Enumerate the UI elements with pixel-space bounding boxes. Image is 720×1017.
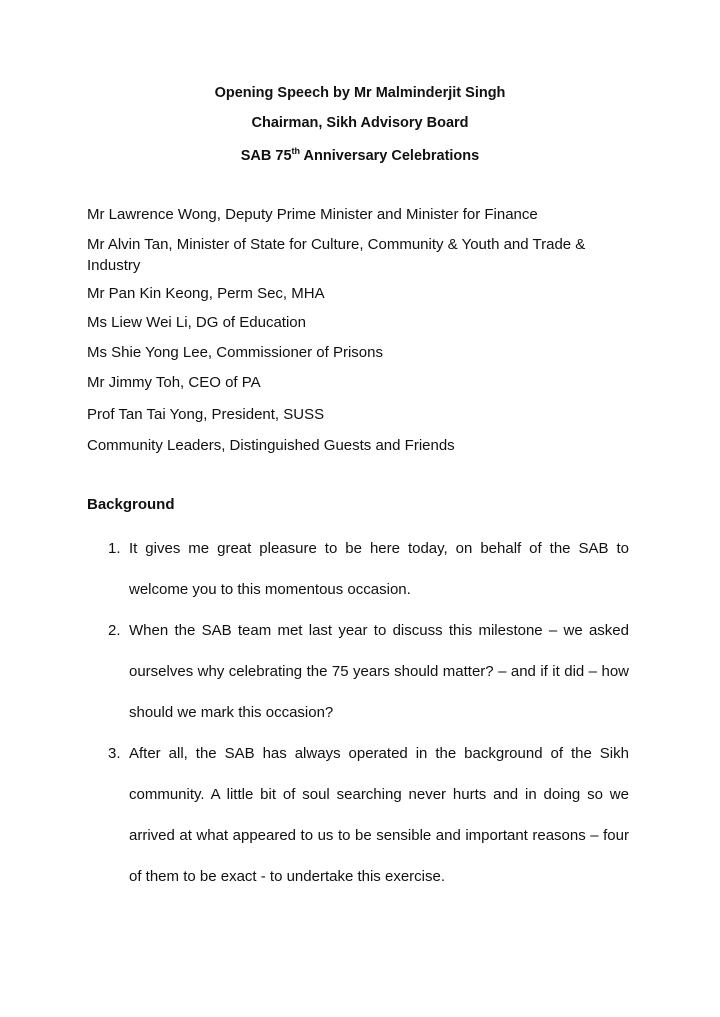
numbered-paragraph: [108, 528, 629, 610]
salutation-line: Ms Liew Wei Li, DG of Education: [87, 314, 306, 331]
ordinal-suffix: th: [291, 146, 301, 157]
salutation-line: Mr Alvin Tan, Minister of State for Culture, Community & Youth and Trade & Industry: [87, 236, 586, 274]
paragraph-number: 2.: [108, 622, 121, 639]
numbered-paragraph: [108, 610, 629, 733]
salutation-line: Prof Tan Tai Yong, President, SUSS: [87, 406, 325, 423]
paragraph-text: It gives me great pleasure to be here today, on behalf of the SAB to welcome you to this momentous occasion.: [129, 540, 629, 598]
salutation-line: Mr Lawrence Wong, Deputy Prime Minister and Minister for Finance: [87, 206, 538, 223]
paragraph-number: 3.: [108, 745, 121, 762]
event-name: SAB 75th Anniversary Celebrations: [240, 146, 480, 164]
salutation-line: Community Leaders, Distinguished Guests and Friends: [87, 437, 455, 454]
paragraph-number: 1.: [108, 540, 121, 557]
paragraph-text: After all, the SAB has always operated in the background of the Sikh community. A little bit of soul searching never hurts and in doing so we arrived at what appeared to us to be sensible and important reasons – four of them to be exact - to undertake this exercise.: [129, 745, 629, 885]
speaker-role: Chairman, Sikh Advisory Board: [251, 115, 469, 131]
numbered-paragraph: [108, 733, 629, 897]
salutation-line: Ms Shie Yong Lee, Commissioner of Prisons: [87, 344, 383, 361]
section-heading: Background: [87, 496, 175, 513]
salutation-line: Mr Pan Kin Keong, Perm Sec, MHA: [87, 285, 325, 302]
speech-title: Opening Speech by Mr Malminderjit Singh: [214, 85, 506, 101]
paragraph-text: When the SAB team met last year to discuss this milestone – we asked ourselves why celebrating the 75 years should matter? – and if it did – how should we mark this occasion?: [129, 622, 629, 721]
salutation-line: Mr Jimmy Toh, CEO of PA: [87, 374, 261, 391]
